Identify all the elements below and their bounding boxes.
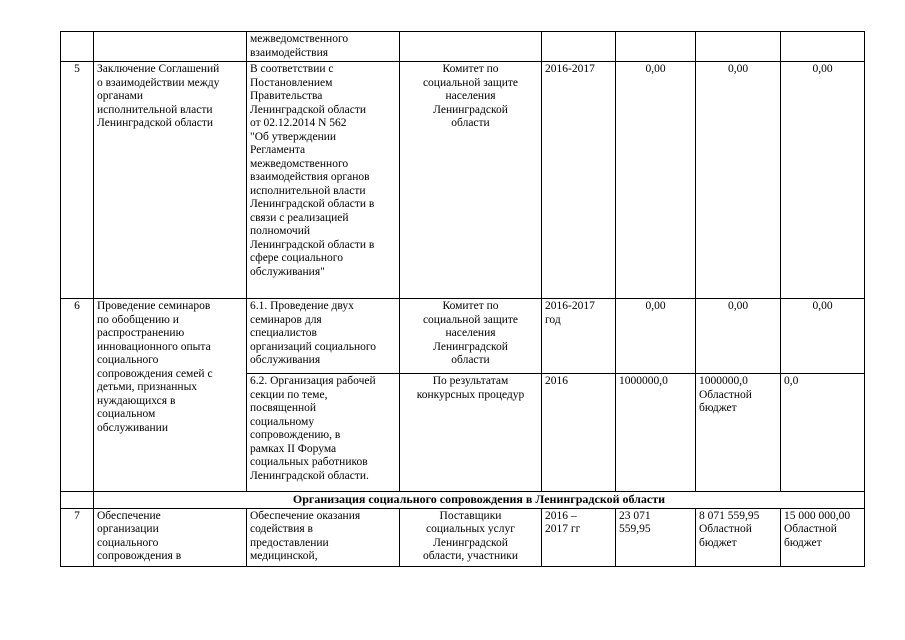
activity-description: 6.2. Организация рабочей секции по теме, посвященной социальному сопровождению, в рамках II Форума социальных работников Ленинградской области. <box>247 374 400 492</box>
period: 2016-2017 год <box>542 299 616 374</box>
amount-col8: 15 000 000,00 Областной бюджет <box>781 508 865 566</box>
activity-description: В соответствии с Постановлением Правительства Ленинградской области от 02.12.2014 N 562 "Об утверждении Регламента межведомственного взаимодействия органов исполнительной власти Ленинградской области в связи с реализацией полномочий Ленинградской области в сфере социального обслуживания" <box>247 62 400 299</box>
table-row <box>61 32 865 62</box>
section-title: Организация социального сопровождения в Ленинградской области <box>94 492 865 509</box>
executor: Комитет по социальной защите населения Ленинградской области <box>400 299 542 374</box>
total-amount: 1000000,0 <box>616 374 696 492</box>
amount-col7: 0,00 <box>696 62 781 299</box>
activity-description: Обеспечение оказания содействия в предоставлении медицинской, <box>247 508 400 566</box>
period: 2016 <box>542 374 616 492</box>
table-row <box>61 299 865 374</box>
table-row <box>61 62 865 299</box>
amount-col8: 0,00 <box>781 299 865 374</box>
row-number: 7 <box>61 508 94 566</box>
amount-col8: 0,0 <box>781 374 865 492</box>
row-number <box>61 32 94 62</box>
executor: Поставщики социальных услуг Ленинградской области, участники <box>400 508 542 566</box>
total-amount: 0,00 <box>616 299 696 374</box>
total-amount <box>616 32 696 62</box>
amount-col7: 0,00 <box>696 299 781 374</box>
period <box>542 32 616 62</box>
executor: Комитет по социальной защите населения Ленинградской области <box>400 62 542 299</box>
activity-title: Обеспечение организации социального сопровождения в <box>94 508 247 566</box>
executor <box>400 32 542 62</box>
amount-col7: 8 071 559,95 Областной бюджет <box>696 508 781 566</box>
program-table <box>60 31 865 567</box>
period: 2016-2017 <box>542 62 616 299</box>
activity-title: Проведение семинаров по обобщению и распространению инновационного опыта социального сопровождения семей с детьми, признанных нуждающихся в социальном обслуживании <box>94 299 247 492</box>
total-amount: 23 071 559,95 <box>616 508 696 566</box>
amount-col7 <box>696 32 781 62</box>
section-number-cell <box>61 492 94 509</box>
amount-col7: 1000000,0 Областной бюджет <box>696 374 781 492</box>
amount-col8: 0,00 <box>781 62 865 299</box>
activity-description: 6.1. Проведение двух семинаров для специалистов организаций социального обслуживания <box>247 299 400 374</box>
table-row <box>61 508 865 566</box>
executor: По результатам конкурсных процедур <box>400 374 542 492</box>
activity-title: Заключение Соглашений о взаимодействии между органами исполнительной власти Ленинградской области <box>94 62 247 299</box>
activity-description: межведомственного взаимодействия <box>247 32 400 62</box>
row-number: 5 <box>61 62 94 299</box>
total-amount: 0,00 <box>616 62 696 299</box>
amount-col8 <box>781 32 865 62</box>
section-header-row <box>61 492 865 509</box>
row-number: 6 <box>61 299 94 492</box>
period: 2016 – 2017 гг <box>542 508 616 566</box>
activity-title <box>94 32 247 62</box>
